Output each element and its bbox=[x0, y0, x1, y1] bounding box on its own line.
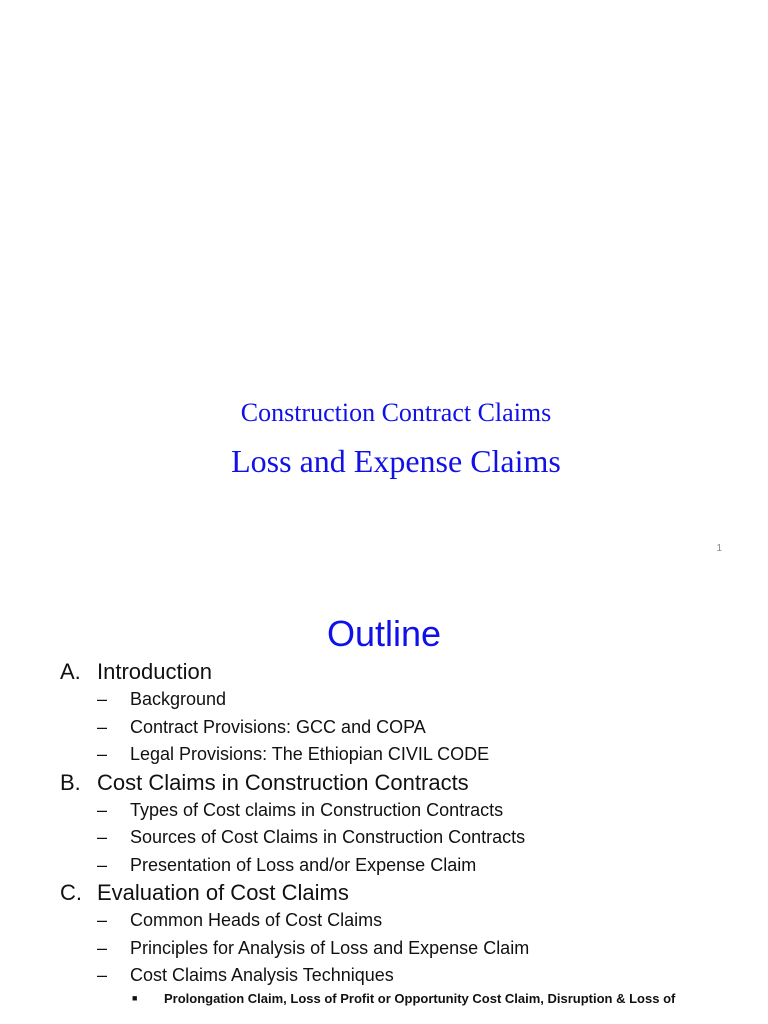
list-item bbox=[60, 824, 760, 852]
list-item bbox=[60, 962, 760, 990]
dash-bullet: – bbox=[97, 910, 108, 930]
list-item-text: Legal Provisions: The Ethiopian CIVIL CODE bbox=[130, 744, 490, 764]
section-letter: C. bbox=[60, 880, 82, 905]
outline-list bbox=[60, 658, 760, 1008]
list-item-text: Principles for Analysis of Loss and Expense Claim bbox=[130, 937, 530, 958]
slide-title: Construction Contract Claims bbox=[240, 398, 552, 427]
list-item-text: Types of Cost claims in Construction Contracts bbox=[130, 799, 504, 820]
dash-bullet: – bbox=[97, 716, 108, 737]
section-items-a bbox=[60, 686, 760, 769]
list-item-text: Contract Provisions: GCC and COPA bbox=[130, 716, 426, 737]
list-item-text: Presentation of Loss and/or Expense Claim bbox=[130, 854, 477, 875]
dash-bullet: – bbox=[97, 799, 108, 820]
nested-list-item-text: Prolongation Claim, Loss of Profit or Opportunity Cost Claim, Disruption & Loss of bbox=[164, 990, 676, 1006]
list-item bbox=[60, 907, 760, 935]
square-bullet-icon: ■ bbox=[132, 992, 138, 1003]
list-item-text: Sources of Cost Claims in Construction Contracts bbox=[130, 827, 526, 847]
dash-bullet: – bbox=[97, 937, 108, 958]
outline-title: Outline bbox=[326, 613, 442, 654]
list-item bbox=[60, 714, 760, 742]
section-items-b bbox=[60, 797, 760, 880]
dash-bullet: – bbox=[97, 854, 108, 875]
list-item bbox=[60, 935, 760, 963]
list-item-text: Common Heads of Cost Claims bbox=[130, 910, 383, 930]
section-letter: A. bbox=[60, 659, 81, 684]
section-items-c bbox=[60, 907, 760, 990]
section-title: Introduction bbox=[97, 659, 212, 684]
section-title: Cost Claims in Construction Contracts bbox=[97, 769, 469, 795]
section-heading-b bbox=[60, 769, 760, 797]
dash-bullet: – bbox=[97, 827, 108, 847]
list-item bbox=[60, 741, 760, 769]
list-item-text: Cost Claims Analysis Techniques bbox=[130, 965, 394, 985]
section-letter: B. bbox=[60, 769, 81, 795]
list-item-text: Background bbox=[130, 689, 227, 709]
slide-subtitle: Loss and Expense Claims bbox=[231, 443, 561, 479]
nested-list-item bbox=[60, 990, 760, 1008]
section-heading-c bbox=[60, 879, 760, 907]
list-item bbox=[60, 852, 760, 880]
dash-bullet: – bbox=[97, 965, 108, 985]
slide-number: 1 bbox=[716, 543, 722, 554]
list-item bbox=[60, 797, 760, 825]
list-item bbox=[60, 686, 760, 714]
dash-bullet: – bbox=[97, 689, 108, 709]
section-title: Evaluation of Cost Claims bbox=[97, 880, 349, 905]
section-heading-a bbox=[60, 658, 760, 686]
dash-bullet: – bbox=[97, 744, 108, 764]
